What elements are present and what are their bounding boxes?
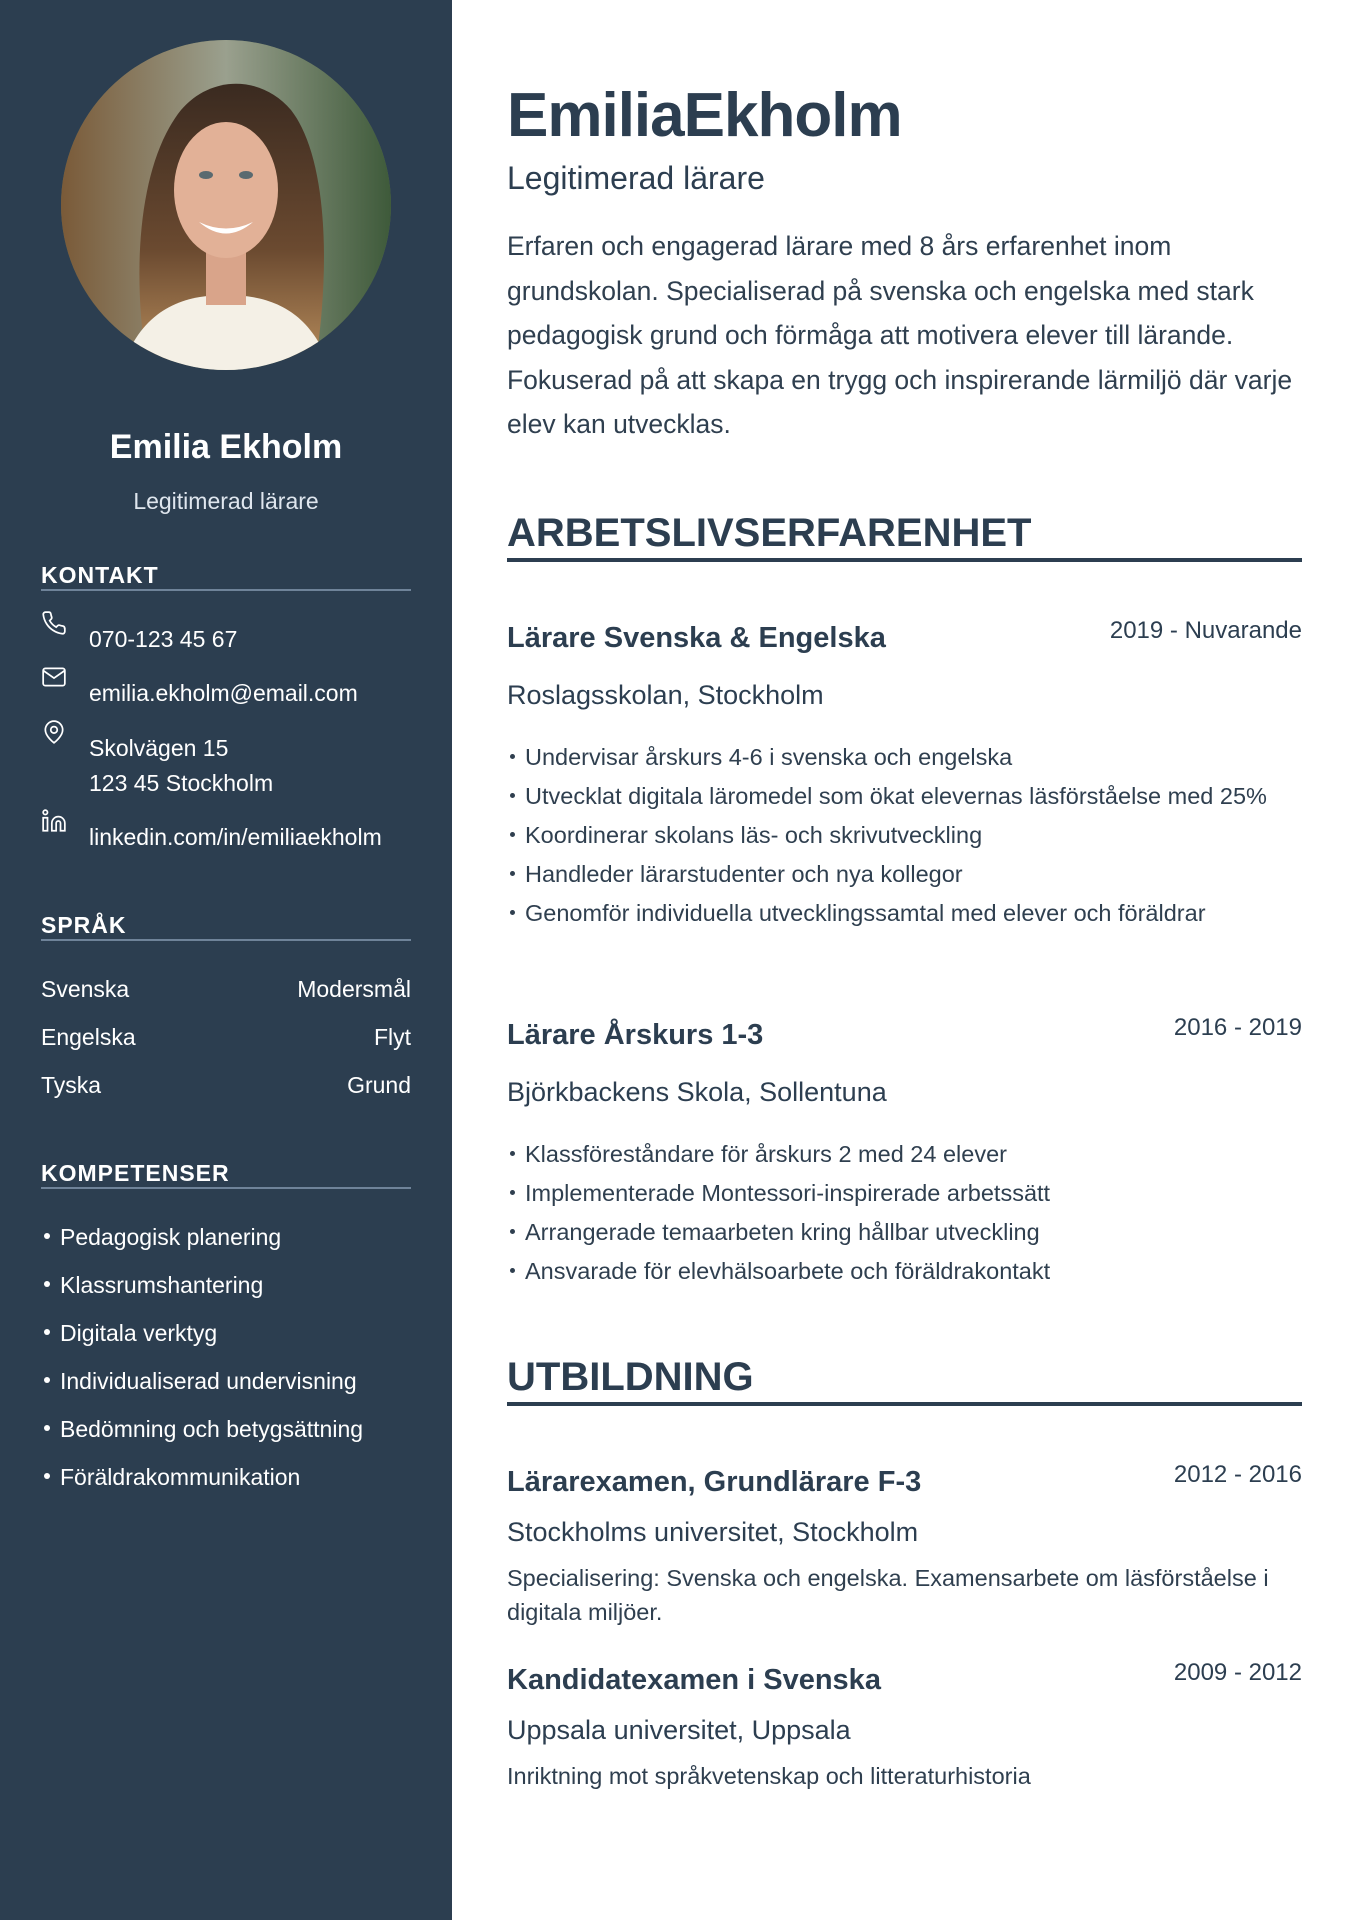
job-title-1: Lärare Svenska & Engelska	[507, 622, 886, 654]
skill-item	[41, 1224, 281, 1251]
contact-heading: KONTAKT	[41, 561, 411, 591]
language-name: Engelska	[41, 1024, 136, 1050]
language-row	[41, 1024, 411, 1051]
language-name: Svenska	[41, 976, 130, 1002]
list-item: Genomför individuella utvecklingssamtal med elever och föräldrar	[507, 894, 1302, 933]
sidebar-title: Legitimerad lärare	[133, 488, 319, 514]
list-item: Implementerade Montessori-inspirerade arbetssätt	[507, 1174, 1302, 1213]
bullet-icon	[510, 793, 515, 798]
job-title: Legitimerad lärare	[507, 160, 765, 196]
language-level: Modersmål	[297, 976, 411, 1002]
skill-label: Klassrumshantering	[60, 1272, 264, 1298]
sidebar	[0, 0, 452, 1920]
skill-item	[41, 1320, 217, 1347]
skill-label: Individualiserad undervisning	[60, 1368, 357, 1394]
edu-institution-2: Uppsala universitet, Uppsala	[507, 1715, 851, 1745]
bullet-icon	[510, 754, 515, 759]
linkedin-url: linkedin.com/in/emiliaekholm	[89, 824, 382, 850]
bullet-icon	[510, 910, 515, 915]
skill-item	[41, 1416, 363, 1443]
bullet-icon	[44, 1281, 50, 1287]
skill-item	[41, 1464, 300, 1491]
language-level: Flyt	[373, 1024, 411, 1050]
address-line-2: 123 45 Stockholm	[89, 770, 274, 796]
job-title-2: Lärare Årskurs 1-3	[507, 1019, 764, 1051]
job-date-2: 2016 - 2019	[1173, 1014, 1302, 1041]
list-item: Ansvarade för elevhälsoarbete och föräldrakontakt	[507, 1252, 1302, 1291]
edu-title-1: Lärarexamen, Grundlärare F-3	[507, 1466, 922, 1498]
bullet-icon	[44, 1233, 50, 1239]
location-pin-icon	[41, 719, 67, 745]
skill-label: Bedömning och betygsättning	[60, 1416, 364, 1442]
job-date-1: 2019 - Nuvarande	[1109, 617, 1302, 644]
edu-title-2: Kandidatexamen i Svenska	[507, 1664, 881, 1696]
profile-summary: Erfaren och engagerad lärare med 8 års erfarenhet inom grundskolan. Specialiserad på svenska och engelska med stark pedagogisk grund och förmåga att motivera elever till lärande. Fokuserad på att skapa en trygg och inspirerande lärmiljö där varje elev kan utvecklas.	[507, 231, 1293, 439]
bullet-icon	[510, 1190, 515, 1195]
skill-label: Digitala verktyg	[60, 1320, 218, 1346]
list-item: Arrangerade temaarbeten kring hållbar utveckling	[507, 1213, 1302, 1252]
bullet-icon	[510, 1268, 515, 1273]
bullet-icon	[44, 1425, 50, 1431]
job-bullets-2	[507, 1135, 1302, 1291]
edu-date-2: 2009 - 2012	[1173, 1659, 1302, 1686]
email-address: emilia.ekholm@email.com	[89, 680, 358, 706]
language-level: Grund	[347, 1072, 411, 1098]
phone-icon	[41, 610, 67, 636]
edu-description-1: Specialisering: Svenska och engelska. Examensarbete om läsförståelse i digitala miljöer.	[507, 1565, 1269, 1625]
phone-number: 070-123 45 67	[89, 626, 238, 652]
skill-label: Pedagogisk planering	[60, 1224, 282, 1250]
language-row	[41, 976, 411, 1003]
bullet-icon	[44, 1329, 50, 1335]
skill-item	[41, 1272, 263, 1299]
list-item: Koordinerar skolans läs- och skrivutveckling	[507, 816, 1302, 855]
skill-item	[41, 1368, 357, 1395]
list-item: Undervisar årskurs 4-6 i svenska och engelska	[507, 738, 1302, 777]
linkedin-icon	[41, 808, 67, 834]
bullet-icon	[510, 871, 515, 876]
address-line-1: Skolvägen 15	[89, 735, 229, 761]
main-content	[507, 0, 1302, 1920]
edu-date-1: 2012 - 2016	[1173, 1461, 1302, 1488]
list-item: Handleder lärarstudenter och nya kollegor	[507, 855, 1302, 894]
list-item: Klassföreståndare för årskurs 2 med 24 elever	[507, 1135, 1302, 1174]
page-title: EmiliaEkholm	[507, 81, 902, 150]
skills-heading: KOMPETENSER	[41, 1159, 411, 1189]
portrait-image	[61, 40, 391, 370]
education-heading: UTBILDNING	[507, 1354, 1302, 1406]
job-bullets-1	[507, 738, 1302, 933]
bullet-icon	[44, 1473, 50, 1479]
bullet-icon	[44, 1377, 50, 1383]
profile-photo	[61, 40, 391, 370]
bullet-icon	[510, 832, 515, 837]
edu-institution-1: Stockholms universitet, Stockholm	[507, 1517, 919, 1547]
list-item: Utvecklat digitala läromedel som ökat elevernas läsförståelse med 25%	[507, 777, 1302, 816]
mail-icon	[41, 664, 67, 690]
edu-description-2: Inriktning mot språkvetenskap och litteraturhistoria	[507, 1763, 1031, 1789]
experience-heading: ARBETSLIVSERFARENHET	[507, 510, 1302, 562]
skill-label: Föräldrakommunikation	[60, 1464, 301, 1490]
job-org-1: Roslagsskolan, Stockholm	[507, 680, 824, 710]
languages-heading: SPRÅK	[41, 911, 411, 941]
bullet-icon	[510, 1229, 515, 1234]
sidebar-name: Emilia Ekholm	[109, 428, 343, 466]
language-name: Tyska	[41, 1072, 102, 1098]
bullet-icon	[510, 1151, 515, 1156]
job-org-2: Björkbackens Skola, Sollentuna	[507, 1077, 887, 1107]
language-row	[41, 1072, 411, 1099]
